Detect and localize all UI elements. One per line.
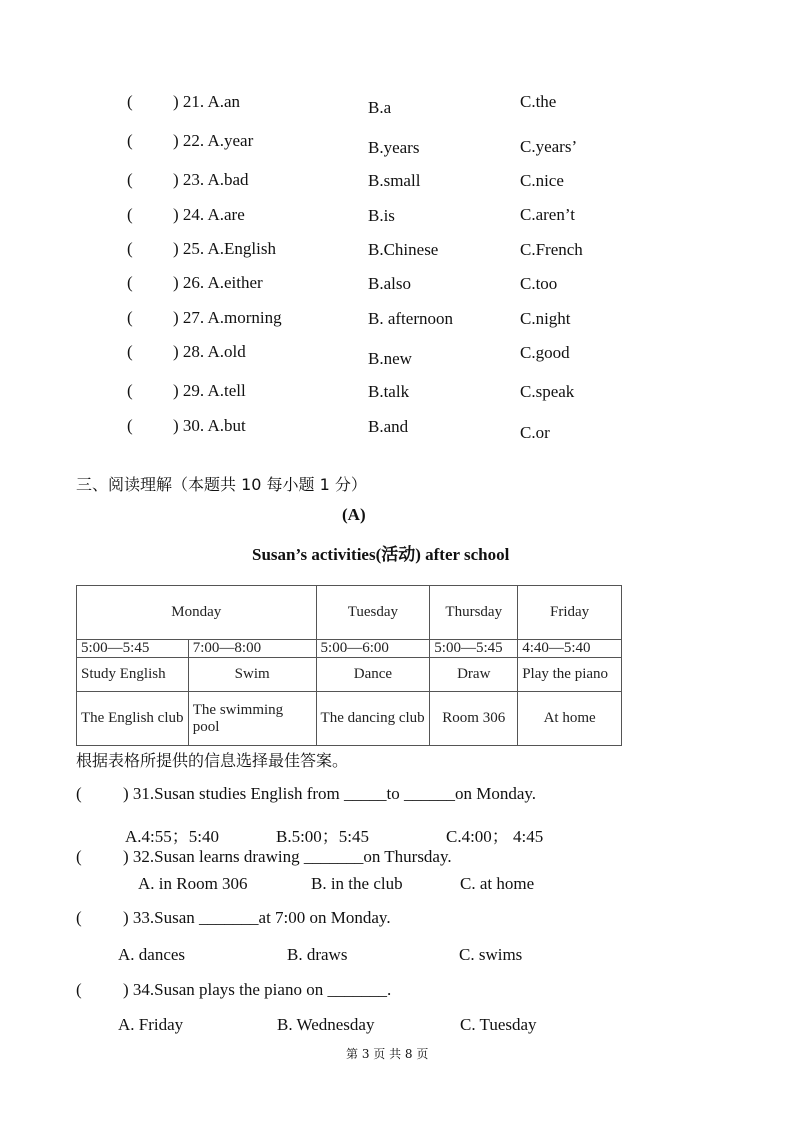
passage-label: (A) [342, 505, 366, 524]
question-number-stem: ) 22. A.year [173, 131, 254, 150]
question-number-stem: ) 23. A.bad [173, 170, 249, 189]
option-c: C.too [520, 274, 558, 293]
table-cell: Monday [77, 586, 317, 640]
option-b: B. afternoon [368, 309, 453, 328]
answer-blank[interactable]: ( [76, 908, 82, 927]
option-c: C. swims [459, 945, 523, 964]
table-row-places [77, 692, 622, 746]
question-number-stem: ) 26. A.either [173, 273, 263, 292]
question-stem: ) 31.Susan studies English from _____to ______on Monday. [123, 784, 537, 803]
table-cell: 5:00—6:00 [316, 640, 430, 658]
option-b: B.a [368, 98, 392, 117]
page-footer: 第 3 页 共 8 页 [346, 1047, 429, 1061]
answer-blank[interactable]: ( [127, 308, 133, 327]
question-stem: ) 32.Susan learns drawing _______on Thursday. [123, 847, 452, 866]
answer-blank[interactable]: ( [76, 784, 82, 803]
option-c: C.night [520, 309, 571, 328]
table-cell: The swimming pool [188, 692, 316, 746]
table-cell: Tuesday [316, 586, 430, 640]
question-number-stem: ) 25. A.English [173, 239, 276, 258]
option-c: C.good [520, 343, 570, 362]
option-c: C.aren’t [520, 205, 575, 224]
table-cell: Study English [77, 658, 189, 692]
question-number-stem: ) 30. A.but [173, 416, 246, 435]
question-number-stem: ) 29. A.tell [173, 381, 246, 400]
option-b: B. draws [287, 945, 348, 964]
question-number-stem: ) 24. A.are [173, 205, 245, 224]
option-a: A.4:55；5:40 [125, 827, 219, 846]
table-cell: 5:00—5:45 [430, 640, 518, 658]
answer-blank[interactable]: ( [127, 342, 133, 361]
option-b: B. Wednesday [277, 1015, 375, 1034]
option-b: B.and [368, 417, 409, 436]
option-b: B.5:00；5:45 [276, 827, 370, 846]
answer-blank[interactable]: ( [127, 205, 133, 224]
option-c: C.the [520, 92, 557, 111]
answer-blank[interactable]: ( [127, 273, 133, 292]
table-cell: 7:00—8:00 [188, 640, 316, 658]
option-b: B.talk [368, 382, 410, 401]
table-cell: The English club [77, 692, 189, 746]
option-c: C.nice [520, 171, 564, 190]
option-b: B.new [368, 349, 412, 368]
option-b: B.years [368, 138, 420, 157]
table-cell: The dancing club [316, 692, 430, 746]
table-row-activities [77, 658, 622, 692]
option-c: C.years’ [520, 137, 578, 156]
question-number-stem: ) 21. A.an [173, 92, 241, 111]
passage-title: Susan’s activities(活动) after school [252, 545, 510, 564]
option-a: A. Friday [118, 1015, 184, 1034]
option-c: C. at home [460, 874, 535, 893]
answer-blank[interactable]: ( [127, 416, 133, 435]
section-heading: 三、阅读理解（本题共 10 每小题 1 分） [76, 475, 367, 494]
instruction-text: 根据表格所提供的信息选择最佳答案。 [76, 751, 349, 770]
answer-blank[interactable]: ( [127, 131, 133, 150]
option-b: B.small [368, 171, 421, 190]
table-cell: Room 306 [430, 692, 518, 746]
table-cell: 5:00—5:45 [77, 640, 189, 658]
question-stem: ) 34.Susan plays the piano on _______. [123, 980, 392, 999]
option-a: A. in Room 306 [138, 874, 248, 893]
option-c: C.speak [520, 382, 575, 401]
schedule-table [76, 585, 622, 746]
table-row-times [77, 640, 622, 658]
option-c: C.4:00； 4:45 [446, 827, 544, 846]
option-b: B. in the club [311, 874, 403, 893]
option-b: B.Chinese [368, 240, 439, 259]
table-cell: 4:40—5:40 [518, 640, 622, 658]
option-b: B.also [368, 274, 411, 293]
answer-blank[interactable]: ( [76, 847, 82, 866]
table-cell: At home [518, 692, 622, 746]
option-c: C.or [520, 423, 550, 442]
option-c: C.French [520, 240, 583, 259]
question-stem: ) 33.Susan _______at 7:00 on Monday. [123, 908, 391, 927]
answer-blank[interactable]: ( [127, 170, 133, 189]
table-cell: Swim [188, 658, 316, 692]
table-row-days [77, 586, 622, 640]
table-cell: Dance [316, 658, 430, 692]
question-number-stem: ) 28. A.old [173, 342, 246, 361]
table-cell: Play the piano [518, 658, 622, 692]
answer-blank[interactable]: ( [127, 239, 133, 258]
table-cell: Friday [518, 586, 622, 640]
option-b: B.is [368, 206, 395, 225]
answer-blank[interactable]: ( [76, 980, 82, 999]
answer-blank[interactable]: ( [127, 381, 133, 400]
option-c: C. Tuesday [460, 1015, 537, 1034]
table-cell: Draw [430, 658, 518, 692]
answer-blank[interactable]: ( [127, 92, 133, 111]
question-number-stem: ) 27. A.morning [173, 308, 282, 327]
option-a: A. dances [118, 945, 186, 964]
table-cell: Thursday [430, 586, 518, 640]
